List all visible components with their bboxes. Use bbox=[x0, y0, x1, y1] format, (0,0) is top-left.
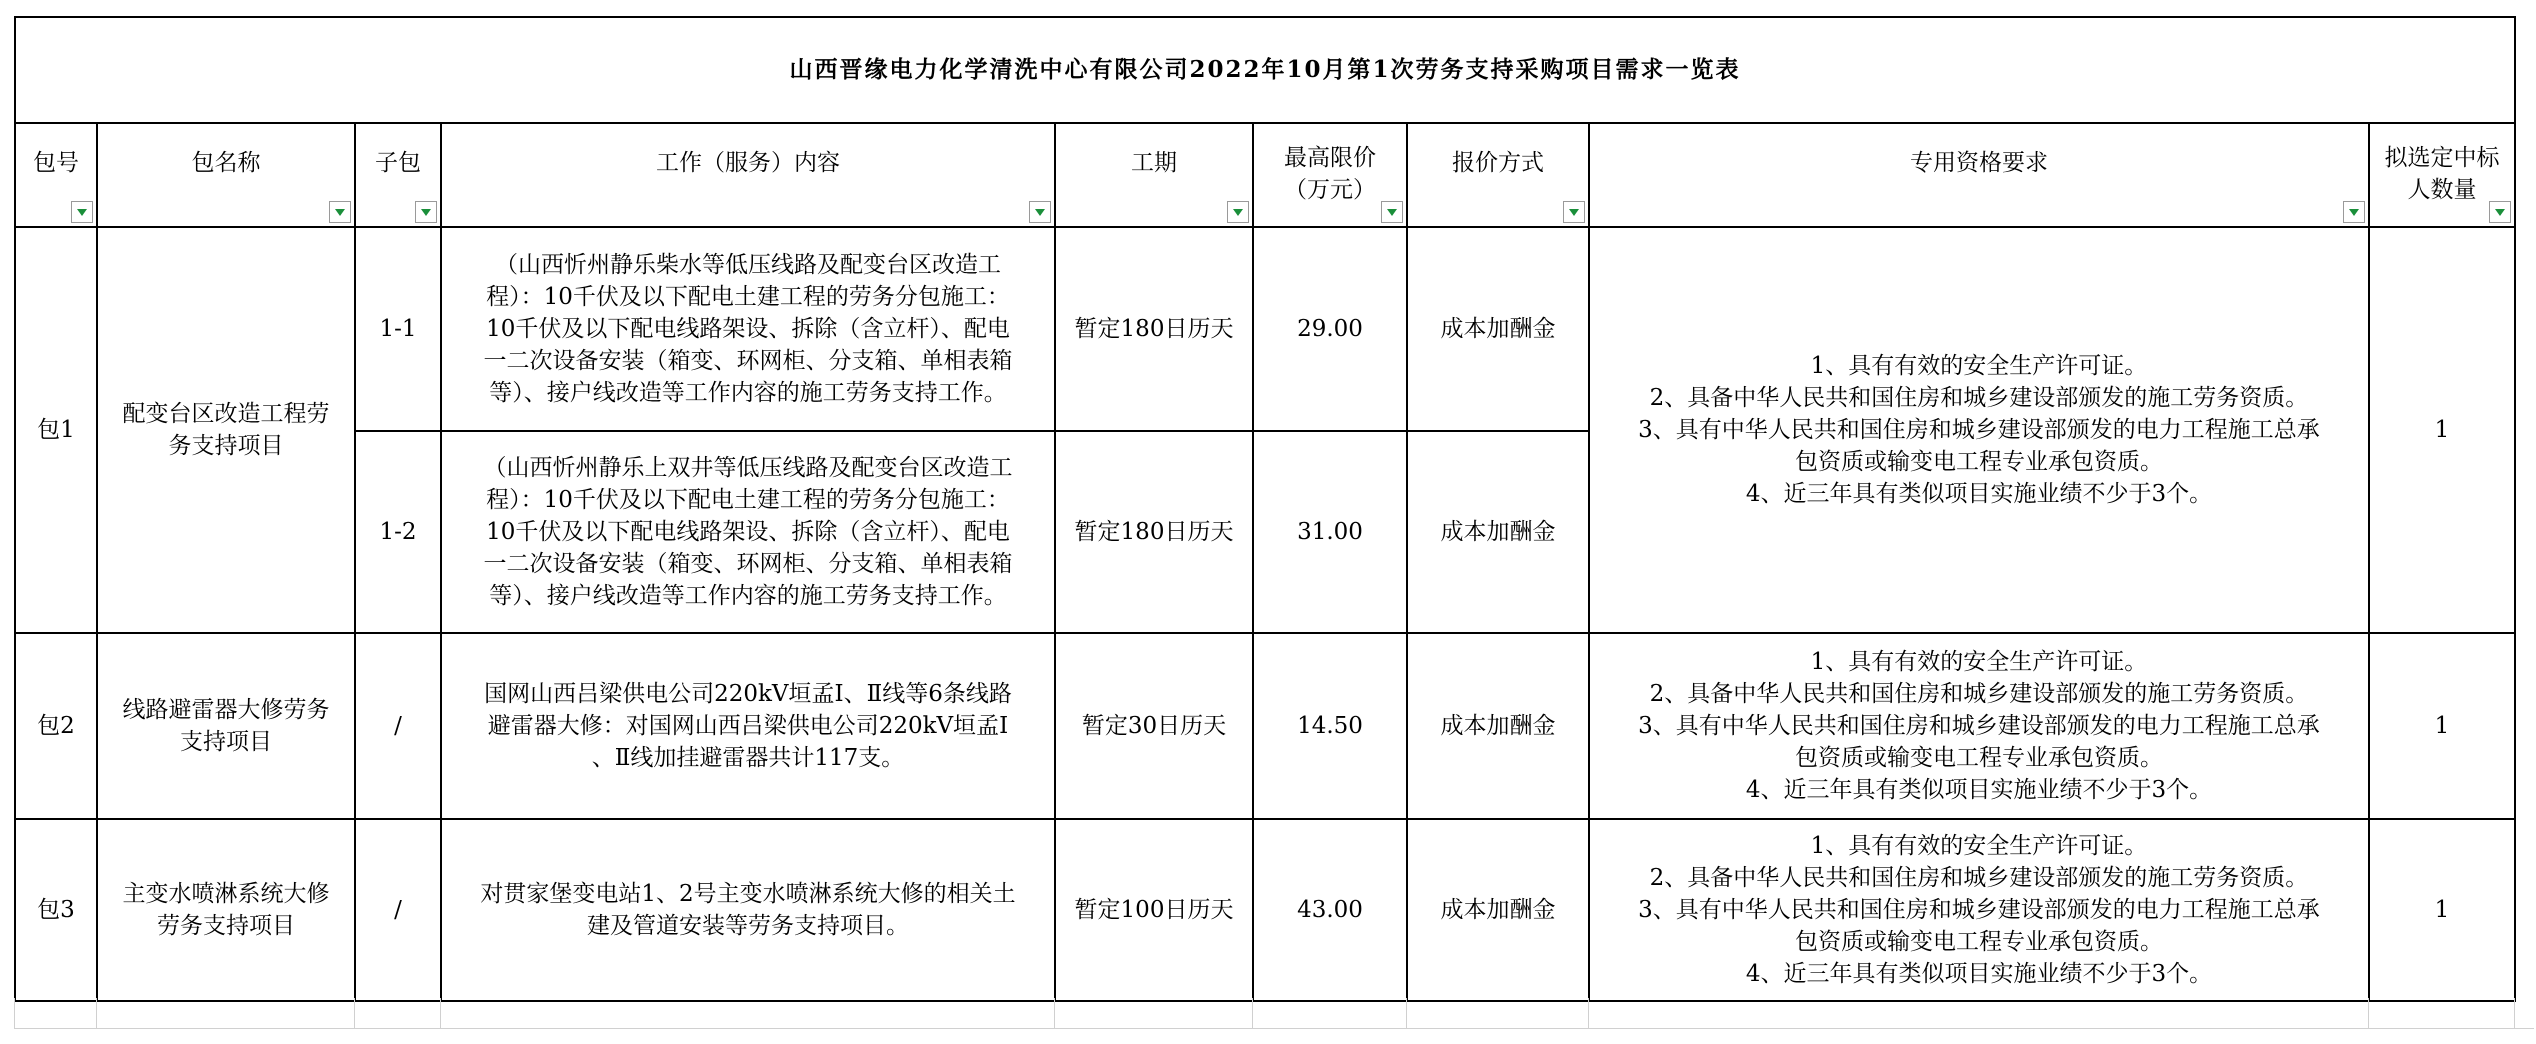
table-row bbox=[15, 819, 2515, 1001]
qualification-cell: 1、具有有效的安全生产许可证。 2、具备中华人民共和国住房和城乡建设部颁发的施工劳务资质。 3、具有中华人民共和国住房和城乡建设部颁发的电力工程施工总承 包资质或输变电工程专业承包资质。 4、近三年具有类似项目实施业绩不少于3个。 bbox=[1589, 633, 2369, 819]
pkg-no-cell: 包3 bbox=[15, 819, 97, 1001]
content-cell: （山西忻州静乐柴水等低压线路及配变台区改造工 程）：10千伏及以下配电土建工程的劳务分包施工： 10千伏及以下配电线路架设、拆除（含立杆）、配电 一二次设备安装（箱变、环网柜、分支箱、单相表箱 等）、接户线改造等工作内容的施工劳务支持工作。 bbox=[441, 227, 1055, 431]
gridline bbox=[14, 1028, 2534, 1029]
empty-grid-row[interactable] bbox=[14, 998, 2534, 1028]
gridline bbox=[14, 998, 15, 1028]
gridline bbox=[1588, 998, 1589, 1028]
header-pkg-no: 包号 bbox=[15, 123, 97, 227]
header-winners: 拟选定中标 人数量 bbox=[2369, 123, 2515, 227]
gridline bbox=[1054, 998, 1055, 1028]
table-row bbox=[15, 633, 2515, 819]
header-period: 工期 bbox=[1055, 123, 1253, 227]
sub-pkg-cell: 1-2 bbox=[355, 431, 441, 633]
gridline bbox=[1252, 998, 1253, 1028]
qualification-cell: 1、具有有效的安全生产许可证。 2、具备中华人民共和国住房和城乡建设部颁发的施工劳务资质。 3、具有中华人民共和国住房和城乡建设部颁发的电力工程施工总承 包资质或输变电工程专业承包资质。 4、近三年具有类似项目实施业绩不少于3个。 bbox=[1589, 819, 2369, 1001]
filter-dropdown-icon[interactable] bbox=[1563, 201, 1585, 223]
filter-dropdown-icon[interactable] bbox=[71, 201, 93, 223]
header-content: 工作（服务）内容 bbox=[441, 123, 1055, 227]
content-cell: 对贯家堡变电站1、2号主变水喷淋系统大修的相关土 建及管道安装等劳务支持项目。 bbox=[441, 819, 1055, 1001]
filter-dropdown-icon[interactable] bbox=[1227, 201, 1249, 223]
qualification-cell: 1、具有有效的安全生产许可证。 2、具备中华人民共和国住房和城乡建设部颁发的施工劳务资质。 3、具有中华人民共和国住房和城乡建设部颁发的电力工程施工总承 包资质或输变电工程专业承包资质。 4、近三年具有类似项目实施业绩不少于3个。 bbox=[1589, 227, 2369, 633]
period-cell: 暂定180日历天 bbox=[1055, 431, 1253, 633]
table-row bbox=[15, 227, 2515, 431]
pkg-name-cell: 配变台区改造工程劳 务支持项目 bbox=[97, 227, 355, 633]
sub-pkg-cell: / bbox=[355, 633, 441, 819]
pkg-no-cell: 包2 bbox=[15, 633, 97, 819]
filter-dropdown-icon[interactable] bbox=[329, 201, 351, 223]
content-cell: 国网山西吕梁供电公司220kV垣孟Ⅰ、Ⅱ线等6条线路 避雷器大修：对国网山西吕梁供电公司220kV垣孟Ⅰ 、Ⅱ线加挂避雷器共计117支。 bbox=[441, 633, 1055, 819]
quote-method-cell: 成本加酬金 bbox=[1407, 819, 1589, 1001]
max-price-cell: 29.00 bbox=[1253, 227, 1407, 431]
quote-method-cell: 成本加酬金 bbox=[1407, 633, 1589, 819]
max-price-cell: 14.50 bbox=[1253, 633, 1407, 819]
gridline bbox=[1406, 998, 1407, 1028]
period-cell: 暂定100日历天 bbox=[1055, 819, 1253, 1001]
title-row bbox=[15, 17, 2515, 123]
sub-pkg-cell: / bbox=[355, 819, 441, 1001]
filter-dropdown-icon[interactable] bbox=[1029, 201, 1051, 223]
period-cell: 暂定30日历天 bbox=[1055, 633, 1253, 819]
period-cell: 暂定180日历天 bbox=[1055, 227, 1253, 431]
gridline bbox=[440, 998, 441, 1028]
pkg-no-cell: 包1 bbox=[15, 227, 97, 633]
header-pkg-name: 包名称 bbox=[97, 123, 355, 227]
max-price-cell: 31.00 bbox=[1253, 431, 1407, 633]
filter-dropdown-icon[interactable] bbox=[2343, 201, 2365, 223]
pkg-name-cell: 线路避雷器大修劳务 支持项目 bbox=[97, 633, 355, 819]
gridline bbox=[2368, 998, 2369, 1028]
header-quote-method: 报价方式 bbox=[1407, 123, 1589, 227]
winners-cell: 1 bbox=[2369, 227, 2515, 633]
gridline bbox=[96, 998, 97, 1028]
header-max-price: 最高限价 （万元） bbox=[1253, 123, 1407, 227]
requirements-table bbox=[14, 16, 2516, 1002]
header-sub-pkg: 子包 bbox=[355, 123, 441, 227]
winners-cell: 1 bbox=[2369, 633, 2515, 819]
quote-method-cell: 成本加酬金 bbox=[1407, 431, 1589, 633]
pkg-name-cell: 主变水喷淋系统大修 劳务支持项目 bbox=[97, 819, 355, 1001]
filter-dropdown-icon[interactable] bbox=[415, 201, 437, 223]
filter-dropdown-icon[interactable] bbox=[1381, 201, 1403, 223]
gridline bbox=[354, 998, 355, 1028]
table-title: 山西晋缘电力化学清洗中心有限公司2022年10月第1次劳务支持采购项目需求一览表 bbox=[15, 17, 2515, 123]
header-qualification: 专用资格要求 bbox=[1589, 123, 2369, 227]
quote-method-cell: 成本加酬金 bbox=[1407, 227, 1589, 431]
sub-pkg-cell: 1-1 bbox=[355, 227, 441, 431]
content-cell: （山西忻州静乐上双井等低压线路及配变台区改造工 程）：10千伏及以下配电土建工程的劳务分包施工： 10千伏及以下配电线路架设、拆除（含立杆）、配电 一二次设备安装（箱变、环网柜、分支箱、单相表箱 等）、接户线改造等工作内容的施工劳务支持工作。 bbox=[441, 431, 1055, 633]
header-row bbox=[15, 123, 2515, 227]
gridline bbox=[2514, 998, 2515, 1028]
max-price-cell: 43.00 bbox=[1253, 819, 1407, 1001]
winners-cell: 1 bbox=[2369, 819, 2515, 1001]
filter-dropdown-icon[interactable] bbox=[2489, 201, 2511, 223]
